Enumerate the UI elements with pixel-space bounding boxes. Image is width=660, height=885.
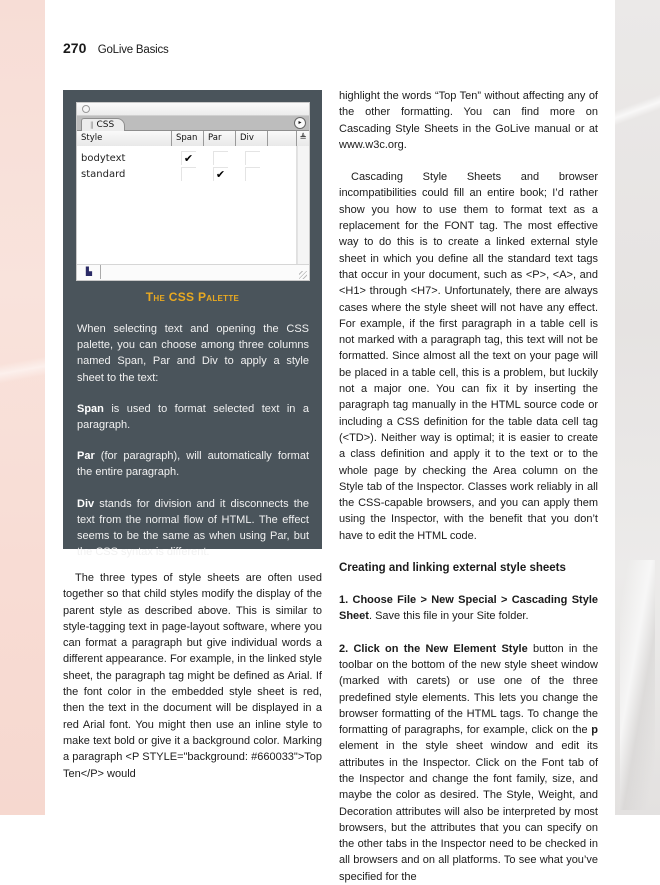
right-column <box>339 88 598 885</box>
element-name: p <box>591 724 598 737</box>
grip-icon: ‖ <box>90 121 94 129</box>
palette-column-header <box>77 131 309 147</box>
palette-menu-icon[interactable]: ▸ <box>294 117 306 129</box>
sidebar-box <box>63 90 322 559</box>
sidebar-item-div <box>77 496 309 561</box>
step-1-text: . Save this file in your Site folder. <box>368 610 529 623</box>
section-heading: Creating and linking external style sheets <box>339 562 566 575</box>
column-span[interactable]: Span <box>172 131 204 146</box>
column-div[interactable]: Div <box>236 131 268 146</box>
step-1 <box>339 592 598 625</box>
css-palette-screenshot <box>76 102 310 281</box>
body-paragraph: Cascading Style Sheets and browser incompatibilities could fill an entire book; I’d rather show you how to use them to format text as a replacement for the FONT tag. The most effective way to do this is to create a linked external style sheet in which you define all the standard text tags that occur in your document, such as <P>, <A>, and <H1> through <H7>. Unfortunately, there are always cases where the style sheet will not have any effect. For example, if the first paragraph in a table cell is not marked with a paragraph tag, this text will not be formatted. Since almost all the text on your page will be placed in a table cell, this is a problem, but luckily not a major one. You can fix it by inserting the paragraph tag manually in the HTML source code or including a CSS definition for the table data cell tag (<TD>). Neither way is optimal; it is easier to create a class definition and apply it to the text or to the whole page by checking the Area column on the Style tab of the Inspector. Classes work reliably in all the CSS-capable browsers, and you can apply them using the Inspector, with the benefit that you don’t have to edit the HTML code. <box>339 171 598 542</box>
definition: is used to format selected text in a paragraph. <box>77 402 309 432</box>
page-number: 270 <box>63 40 87 56</box>
sidebar-text <box>77 321 309 575</box>
step-2 <box>339 641 598 885</box>
body-paragraph: The three types of style sheets are often used together so that child styles modify the display of the parent style as described above. This is similar to style-tagging text in page-layout software, where you can format a paragraph but give individual words a different appearance. For example, in the linked style sheet, the paragraph tag might be defined as Arial. If the font color in the embedded style sheet is red, then the text in the document will be displayed in a red Arial font. You might then use an inline style to make text bold or give it a background color. Marking a paragraph <P STYLE="background: #660033">Top Ten</P> would <box>63 572 322 780</box>
par-checkbox[interactable]: ✔ <box>213 167 228 181</box>
resize-grip-icon[interactable] <box>299 271 307 279</box>
term: Div <box>77 497 95 510</box>
column-par[interactable]: Par <box>204 131 236 146</box>
sort-icon[interactable]: ≜ <box>299 133 307 143</box>
page-edge-right-decoration <box>615 0 660 815</box>
step-2-text: element in the style sheet window and edit its attributes in the Inspector. Click on the Font tab of the Inspector and change the font family, size, and maybe the color as desired. The Style, Weight, and Decoration attributes will also be interpreted by most browsers, but the attributes that you can specify on the other tabs in the Inspector need to be checked in all browsers and on all platforms. To see what you’ve specified for the <box>339 740 598 883</box>
sidebar-title: The CSS Palette <box>145 290 240 304</box>
palette-titlebar <box>77 103 309 116</box>
close-icon[interactable] <box>82 105 90 113</box>
span-checkbox[interactable]: ✔ <box>181 151 196 165</box>
sidebar-intro: When selecting text and opening the CSS palette, you can choose among three columns named Span, Par and Div to apply a style sheet to the text: <box>77 323 309 384</box>
tab-label: CSS <box>96 120 115 130</box>
div-checkbox[interactable] <box>245 151 260 165</box>
span-checkbox[interactable] <box>181 167 196 181</box>
running-title: GoLive Basics <box>97 44 169 56</box>
step-1-instruction: 1. Choose File > New Special > Cascading Style Sheet <box>339 594 598 623</box>
list-item[interactable] <box>77 166 297 182</box>
column-blank <box>268 131 297 146</box>
palette-list <box>77 146 297 265</box>
style-name: standard <box>81 168 126 180</box>
sidebar-item-span <box>77 401 309 433</box>
div-checkbox[interactable] <box>245 167 260 181</box>
step-2-instruction: 2. Click on the New Element Style <box>339 642 528 655</box>
list-item[interactable] <box>77 150 297 166</box>
body-paragraph: highlight the words “Top Ten” without affecting any of the other formatting. You can find more on Cascading Style Sheets in the GoLive manual or at www.w3c.org. <box>339 90 598 151</box>
term: Par <box>77 450 95 463</box>
sidebar-item-par <box>77 448 309 480</box>
definition: (for paragraph), will automatically format the entire paragraph. <box>77 450 309 479</box>
tab-css[interactable] <box>81 118 125 131</box>
palette-footer <box>77 264 309 280</box>
par-checkbox[interactable] <box>213 151 228 165</box>
term: Span <box>77 402 104 415</box>
style-name: bodytext <box>81 152 126 164</box>
new-style-icon[interactable]: ▙ <box>78 265 101 279</box>
step-2-text: button in the toolbar on the bottom of the new style sheet window (marked with carets) or use one of the three predefined style elements. This lets you change the browser formatting of the HTML tags. To change the formatting of paragraphs, for example, click on the <box>339 642 598 737</box>
column-style[interactable]: Style <box>77 131 172 146</box>
page-edge-left-decoration <box>0 0 45 815</box>
running-header <box>63 40 169 56</box>
definition: stands for division and it disconnects the text from the normal flow of HTML. The effect seems to be the same as when using Par, but the CSS syntax is different. <box>77 497 309 559</box>
left-column <box>63 570 322 782</box>
palette-tabbar <box>77 116 309 131</box>
vertical-scrollbar[interactable] <box>297 146 309 265</box>
